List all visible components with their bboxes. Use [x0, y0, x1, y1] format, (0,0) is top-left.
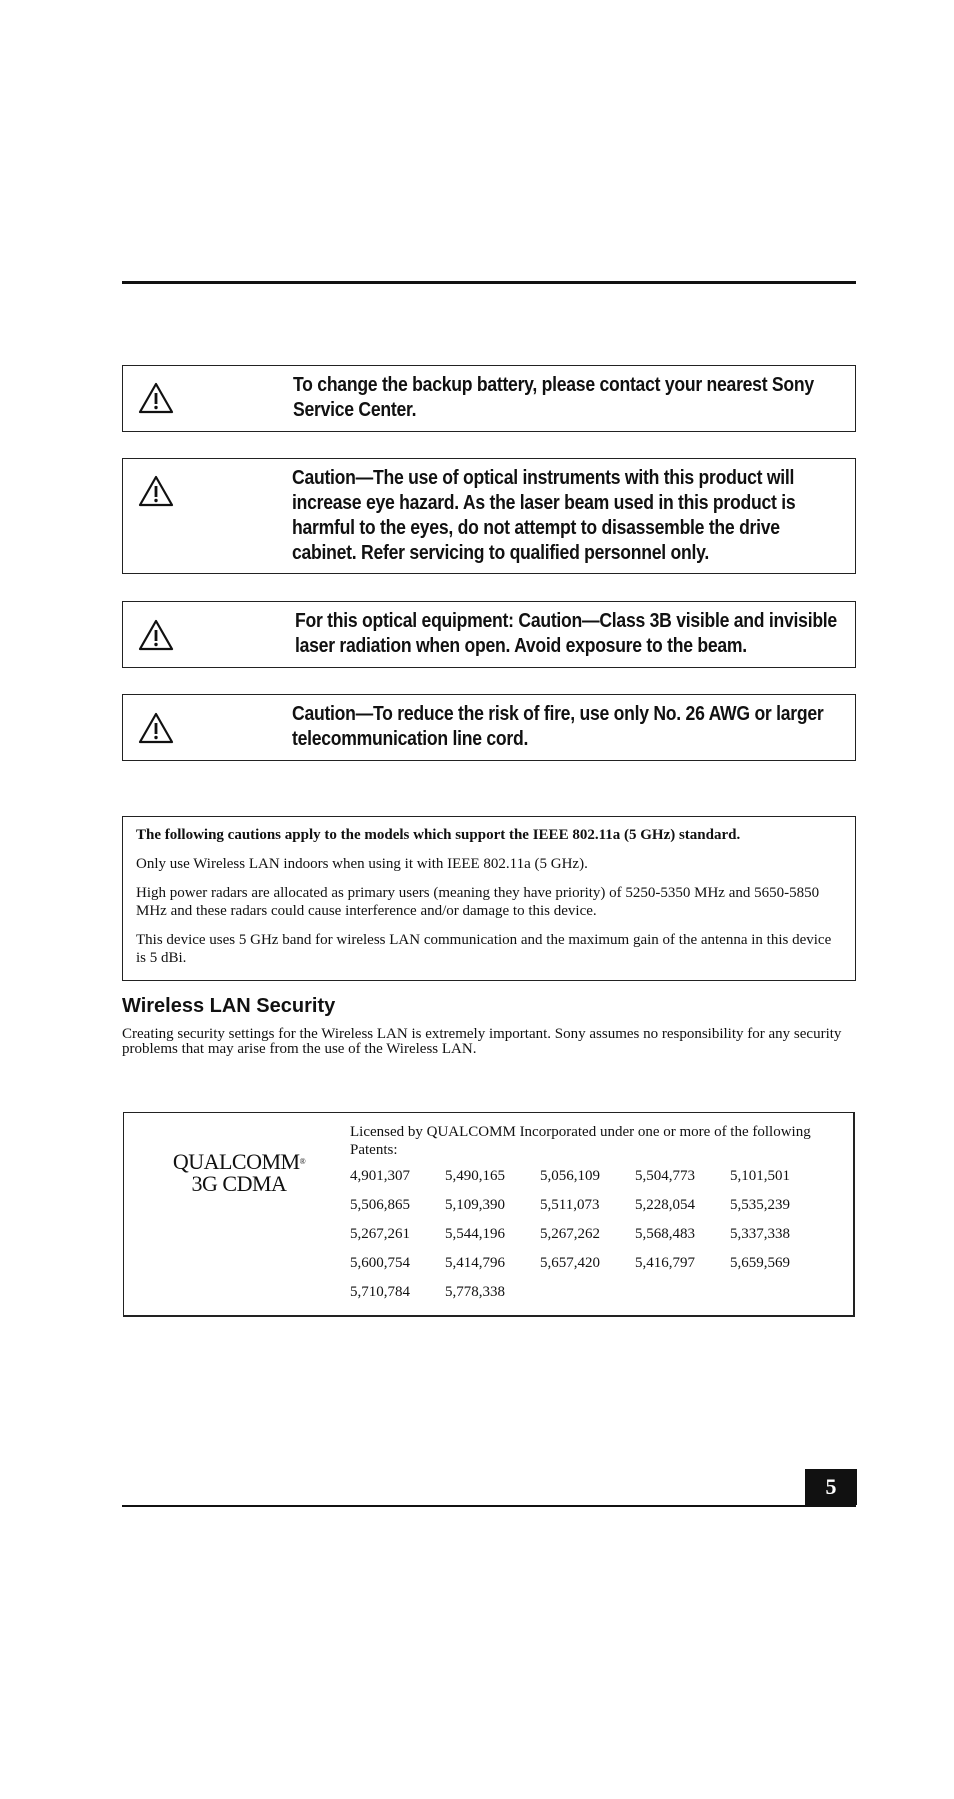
logo-subtitle: 3G CDMA	[191, 1171, 287, 1196]
caution-text	[292, 466, 796, 566]
caution-text	[293, 373, 814, 423]
wlan-5ghz-notice	[122, 816, 856, 981]
caution-line: telecommunication line cord.	[292, 728, 529, 750]
caution-line: cabinet. Refer servicing to qualified personnel only.	[292, 542, 709, 564]
patent-number: 5,416,797	[635, 1255, 695, 1271]
caution-box-backup-battery	[122, 365, 856, 432]
patent-number: 5,511,073	[540, 1197, 600, 1213]
patent-number: 5,267,261	[350, 1226, 410, 1242]
section-body: Creating security settings for the Wireless LAN is extremely important. Sony assumes no responsibility for any security problems that may arise from the use of the Wireless LAN.	[122, 1026, 842, 1057]
warning-icon	[137, 474, 175, 508]
header-rule	[122, 281, 856, 284]
caution-line: For this optical equipment: Caution—Class 3B visible and invisible	[295, 610, 837, 632]
caution-line: To change the backup battery, please contact your nearest Sony	[293, 374, 814, 396]
patent-number: 5,337,338	[730, 1226, 790, 1242]
patent-number: 5,228,054	[635, 1197, 695, 1213]
page-number: 5	[805, 1469, 857, 1505]
caution-line: harmful to the eyes, do not attempt to disassemble the drive	[292, 517, 780, 539]
section-title: Wireless LAN Security	[122, 995, 336, 1017]
patent-number: 5,568,483	[635, 1226, 695, 1242]
patent-number: 5,101,501	[730, 1168, 790, 1184]
patent-number: 5,267,262	[540, 1226, 600, 1242]
caution-box-optical-instruments	[122, 458, 856, 574]
caution-box-laser-class-3b	[122, 601, 856, 668]
patent-number: 5,535,239	[730, 1197, 790, 1213]
notice-paragraph: High power radars are allocated as primary users (meaning they have priority) of 5250-5350 MHz and 5650-5850 MHz and these radars could cause interference and/or damage to this device.	[136, 885, 820, 919]
patent-list	[350, 1167, 825, 1301]
caution-line: increase eye hazard. As the laser beam used in this product is	[292, 492, 796, 514]
qualcomm-logo	[164, 1151, 314, 1195]
registered-mark: ®	[299, 1157, 306, 1166]
footer-rule	[122, 1505, 856, 1507]
caution-line: Caution—The use of optical instruments with this product will	[292, 467, 795, 489]
caution-box-line-cord	[122, 694, 856, 761]
caution-line: Service Center.	[293, 399, 417, 421]
patent-number: 5,710,784	[350, 1284, 410, 1300]
patent-number: 5,490,165	[445, 1168, 505, 1184]
notice-paragraph: Only use Wireless LAN indoors when using it with IEEE 802.11a (5 GHz).	[136, 856, 588, 872]
patent-number: 5,504,773	[635, 1168, 695, 1184]
patent-number: 5,600,754	[350, 1255, 410, 1271]
patent-number: 5,506,865	[350, 1197, 410, 1213]
warning-icon	[137, 618, 175, 652]
patent-number: 4,901,307	[350, 1168, 410, 1184]
patent-number: 5,109,390	[445, 1197, 505, 1213]
caution-line: Caution—To reduce the risk of fire, use only No. 26 AWG or larger	[292, 703, 824, 725]
caution-text	[295, 609, 837, 659]
license-text: Licensed by QUALCOMM Incorporated under one or more of the following Patents:	[350, 1124, 811, 1158]
patent-number: 5,659,569	[730, 1255, 790, 1271]
caution-text	[292, 702, 824, 752]
logo-wordmark: QUALCOMM	[172, 1149, 300, 1174]
notice-heading: The following cautions apply to the models which support the IEEE 802.11a (5 GHz) standard.	[136, 827, 741, 843]
patent-number: 5,544,196	[445, 1226, 505, 1242]
warning-icon	[137, 381, 175, 415]
patent-number: 5,778,338	[445, 1284, 505, 1300]
warning-icon	[137, 711, 175, 745]
patent-number: 5,056,109	[540, 1168, 600, 1184]
patent-number: 5,657,420	[540, 1255, 600, 1271]
notice-paragraph: This device uses 5 GHz band for wireless LAN communication and the maximum gain of the antenna in this device is 5 dBi.	[136, 932, 832, 966]
qualcomm-license-box	[123, 1112, 855, 1317]
caution-line: laser radiation when open. Avoid exposure to the beam.	[295, 635, 747, 657]
patent-number: 5,414,796	[445, 1255, 505, 1271]
